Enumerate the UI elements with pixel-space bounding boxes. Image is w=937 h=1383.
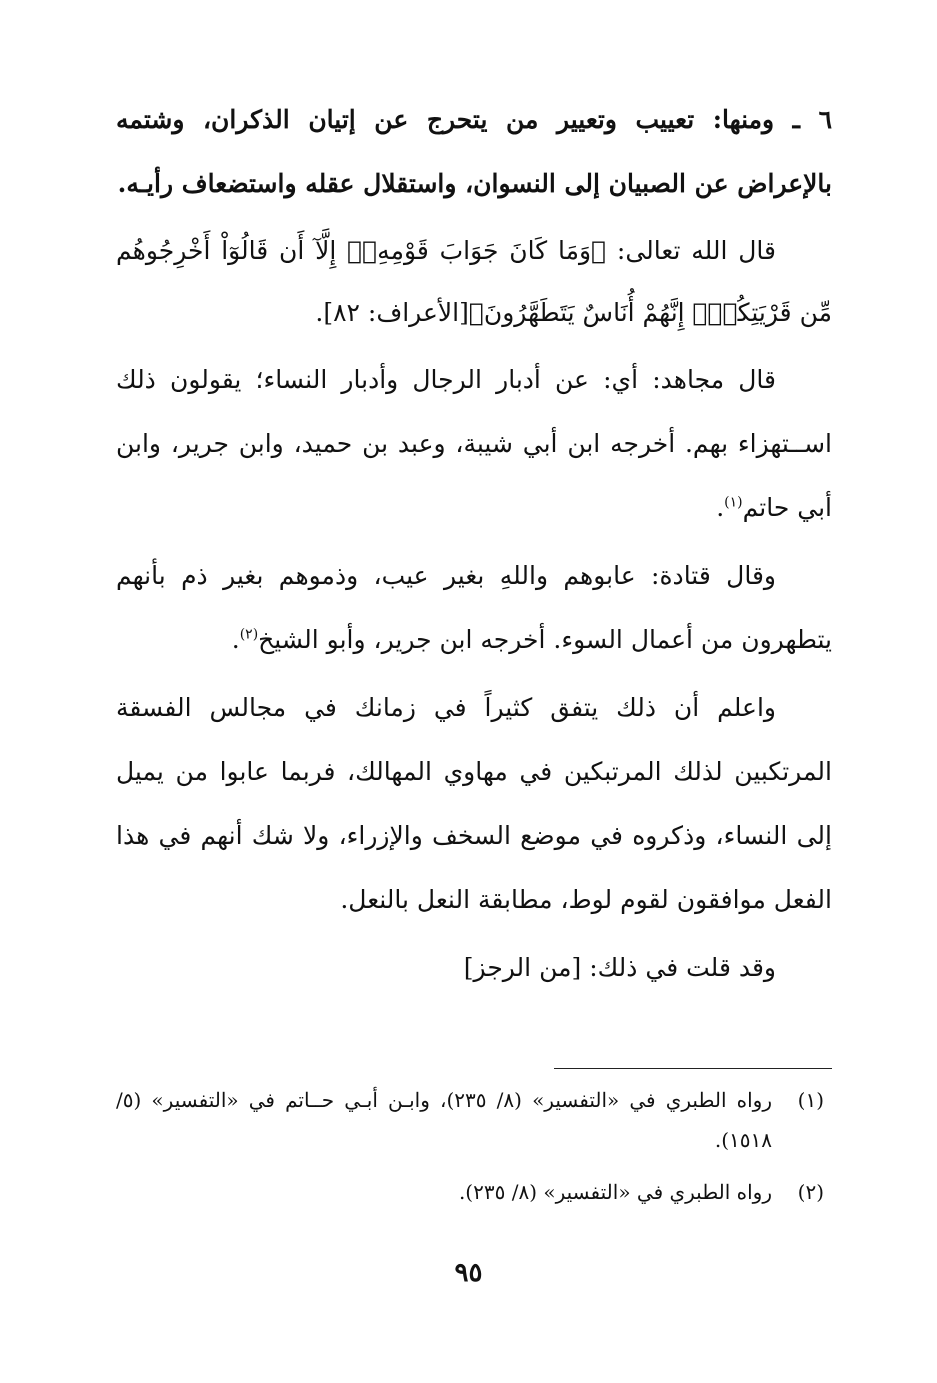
footnote-number: (١) [797,1088,824,1112]
paragraph-poem-intro: وقد قلت في ذلك: [من الرجز] [463,953,776,982]
footnote-separator [554,1068,832,1069]
paragraph-quran-verse: قال الله تعالى: ﴿وَمَا كَانَ جَوَابَ قَوْمِهِۦٓ إِلَّآ أَن قَالُوٓاْ أَخْرِجُوهُم مِّن قَرْيَتِكُمْۖ إِنَّهُمْ أُنَاسٌ يَتَطَهَّرُونَ﴾[الأعراف: ٨٢]. [116,236,832,327]
footnote-text: رواه الطبري في «التفسير» (٨/ ٢٣٥). [458,1180,772,1204]
footnote-2 [116,1172,832,1212]
paragraph-1: ٦ ـ ومنها: تعييب وتعيير من يتحرج عن إتيان الذكران، وشتمه بالإعراض عن الصبيان إلى النسوان، واستقلال عقله واستضعاف رأيـه. [116,105,832,198]
paragraph-mujahid-text: قال مجاهد: أي: عن أدبار الرجال وأدبار النساء؛ يقولون ذلك اســتهزاء بهم. أخرجه ابن أبي شيبة، وعبد بن حميد، وابن جرير، وابن أبي حاتم [116,365,832,522]
paragraph-qatada-text: وقال قتادة: عابوهم واللهِ بغير عيب، وذموهم بغير ذم بأنهم يتطهرون من أعمال السوء. أخرجه ابن جرير، وأبو الشيخ [116,561,832,654]
paragraph-mujahid [116,348,832,540]
footnote-ref-2[interactable]: (٢) [239,626,259,643]
paragraph-qatada [116,544,832,672]
page-number: ٩٥ [454,1258,483,1288]
footnote-1 [116,1080,832,1160]
footnote-ref-1[interactable]: (١) [724,494,743,511]
footnote-text: رواه الطبري في «التفسير» (٨/ ٢٣٥)، وابـن أبـي حــاتم في «التفسير» (٥/ ١٥١٨). [116,1088,772,1152]
footnote-number: (٢) [797,1180,824,1204]
footnotes [116,1080,832,1224]
paragraph-know: واعلم أن ذلك يتفق كثيراً في زمانك في مجالس الفسقة المرتكبين لذلك المرتبكين في مهاوي المهالك، فربما عابوا من يميل إلى النساء، وذكروه في موضع السخف والإزراء، ولا شك أنهم في هذا الفعل موافقون لقوم لوط، مطابقة النعل بالنعل. [116,693,832,914]
paragraph-mujahid-end: . [716,493,725,522]
paragraph-qatada-end: . [231,625,240,654]
page-body [116,88,832,1004]
